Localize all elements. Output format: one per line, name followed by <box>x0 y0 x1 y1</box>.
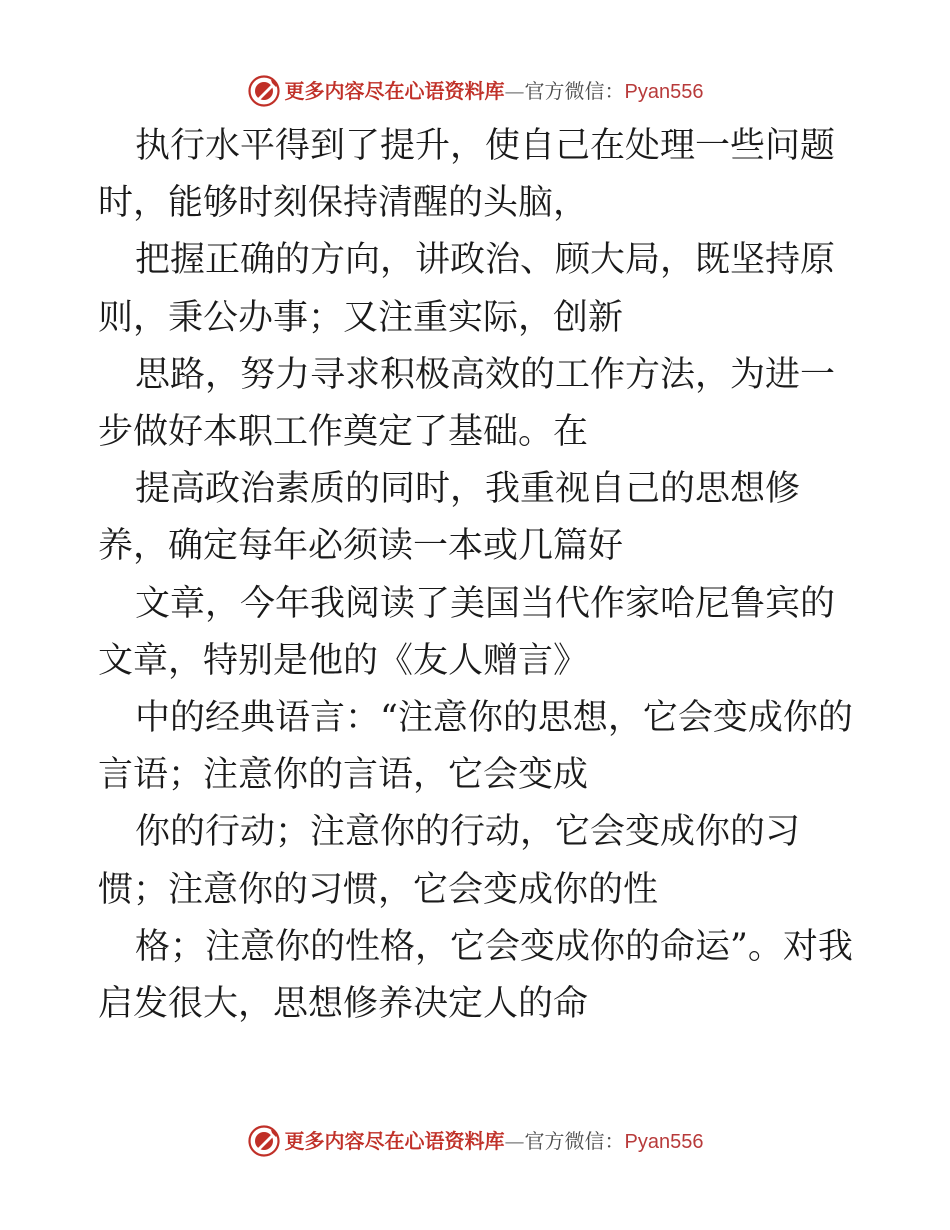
paragraph: 思路，努力寻求积极高效的工作方法，为进一步做好本职工作奠定了基础。在 <box>98 354 836 453</box>
paragraph: 你的行动；注意你的行动，它会变成你的习惯；注意你的习惯，它会变成你的性 <box>98 812 801 910</box>
header-watermark-text <box>285 71 704 112</box>
paragraph: 中的经典语言：“注意你的思想，它会变成你的言语；注意你的言语，它会变成 <box>98 698 853 796</box>
footer-wechat-id: Pyan556 <box>624 1130 704 1153</box>
paragraph: 把握正确的方向，讲政治、顾大局，既坚持原则，秉公办事；又注重实际，创新 <box>98 240 836 338</box>
header-library-text: 更多内容尽在心语资料库 <box>284 78 505 103</box>
paragraph: 提高政治素质的同时，我重视自己的思想修养，确定每年必须读一本或几篇好 <box>98 469 801 567</box>
body-text <box>98 118 858 1033</box>
footer-watermark-text <box>285 1121 704 1162</box>
header-watermark <box>0 71 950 111</box>
header-wechat-label: 官方微信： <box>524 78 625 103</box>
header-dash: — <box>504 78 525 103</box>
footer-wechat-label: 官方微信： <box>524 1128 625 1153</box>
paragraph: 文章，今年我阅读了美国当代作家哈尼鲁宾的文章，特别是他的《友人赠言》 <box>98 583 836 681</box>
footer-library-text: 更多内容尽在心语资料库 <box>284 1128 505 1153</box>
footer-watermark <box>0 1121 950 1161</box>
quill-logo-icon <box>247 74 281 108</box>
quill-logo-icon <box>247 1124 281 1158</box>
paragraph: 格；注意你的性格，它会变成你的命运”。对我启发很大，思想修养决定人的命 <box>98 926 853 1025</box>
footer-dash: — <box>504 1128 525 1153</box>
header-wechat-id: Pyan556 <box>624 80 704 103</box>
paragraph: 执行水平得到了提升，使自己在处理一些问题时，能够时刻保持清醒的头脑， <box>98 126 836 224</box>
